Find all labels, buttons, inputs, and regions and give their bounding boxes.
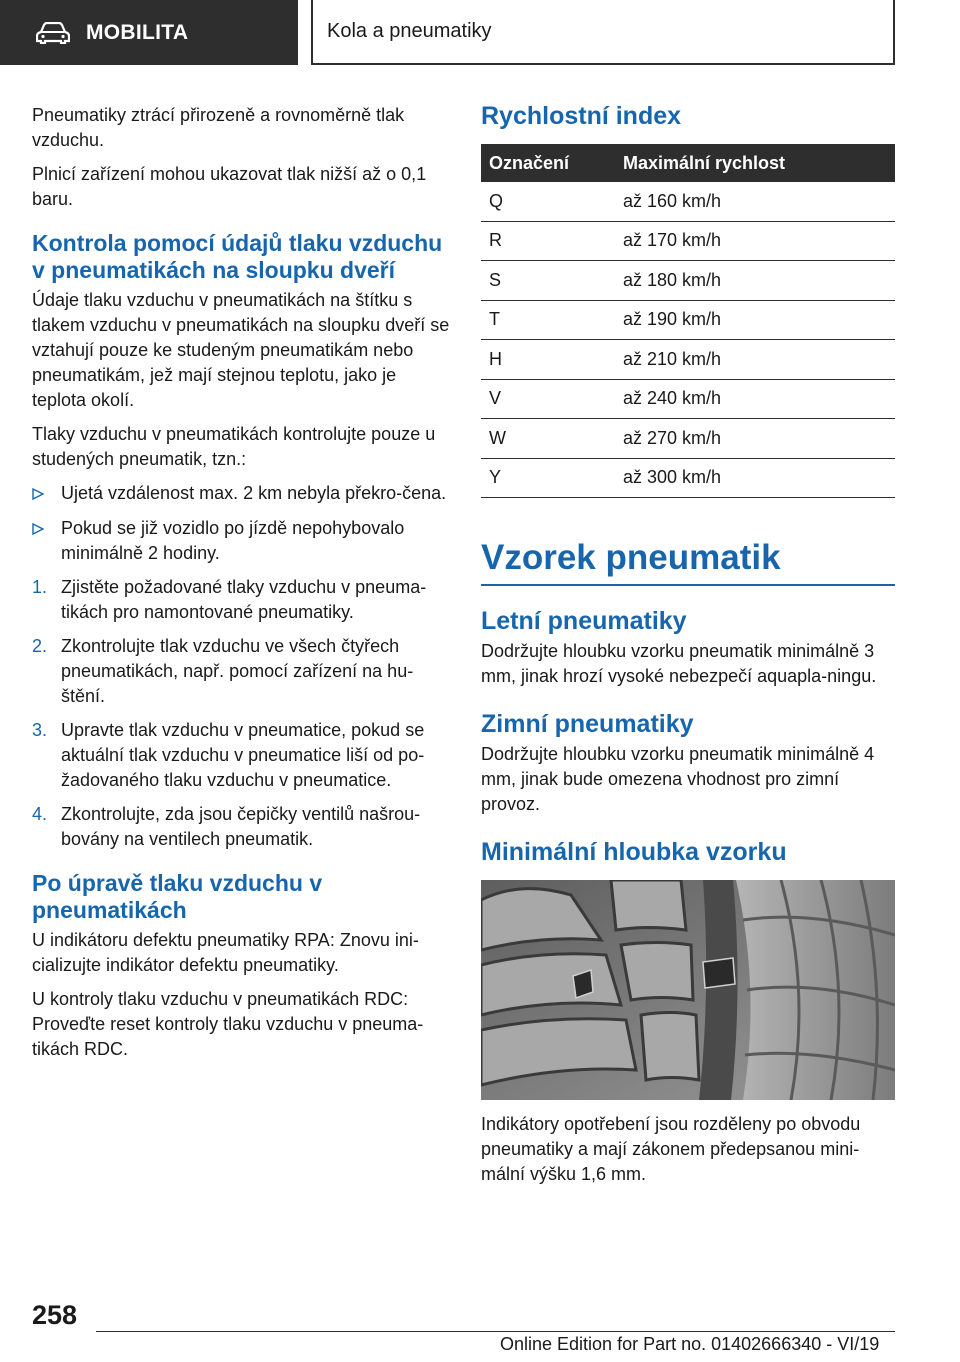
left-column <box>32 103 450 1071</box>
photo-caption: Indikátory opotřebení jsou rozděleny po obvodu pneumatiky a mají zákonem předepsanou mini‐mální výšku 1,6 mm. <box>481 1114 861 1184</box>
speed-index-table <box>481 144 895 498</box>
page-number: 258 <box>32 1300 78 1330</box>
list-item: 1. Zjistěte požadované tlaky vzduchu v pneuma‐tikách pro namontované pneumatiky. <box>32 577 427 622</box>
column-header: Maximální rychlost <box>623 152 786 173</box>
paragraph: Pneumatiky ztrácí přirozeně a rovnoměrně tlak vzduchu. <box>32 105 405 150</box>
bullet-list <box>32 481 450 566</box>
list-item: 2. Zkontrolujte tlak vzduchu ve všech čtyřech pneumatikách, např. pomocí zařízení na hu‐štění. <box>32 636 414 706</box>
paragraph: U indikátoru defektu pneumatiky RPA: Znovu ini‐cializujte indikátor defektu pneumatiky. <box>32 930 419 975</box>
triangle-bullet-icon <box>32 481 61 507</box>
list-item: 4. Zkontrolujte, zda jsou čepičky ventilů našrou‐bovány na ventilech pneumatik. <box>32 804 421 849</box>
list-item: 3. Upravte tlak vzduchu v pneumatice, pokud se aktuální tlak vzduchu v pneumatice liší od po‐žadovaného tlaku vzduchu v pneumatice. <box>32 720 425 790</box>
heading-min-depth: Minimální hloubka vzorku <box>481 838 787 866</box>
heading-tread: Vzorek pneumatik <box>481 538 895 586</box>
paragraph: Dodržujte hloubku vzorku pneumatik minimálně 3 mm, jinak hrozí vysoké nebezpečí aquapla‐ningu. <box>481 641 877 686</box>
paragraph: Tlaky vzduchu v pneumatikách kontrolujte pouze u studených pneumatik, tzn.: <box>32 424 436 469</box>
table-row: Q až 160 km/h <box>481 182 895 222</box>
heading-door-pillar: Kontrola pomocí údajů tlaku vzduchu v pneumatikách na sloupku dveří <box>32 230 443 283</box>
header-section-tab <box>0 0 298 65</box>
tire-tread-image <box>481 880 895 1100</box>
tread-wear-indicator-photo <box>481 880 895 1100</box>
paragraph: Plnicí zařízení mohou ukazovat tlak nižší až o 0,1 baru. <box>32 164 427 209</box>
column-header: Označení <box>489 152 570 173</box>
footer-divider <box>96 1331 895 1332</box>
table-row: Y až 300 km/h <box>481 459 895 499</box>
triangle-bullet-icon <box>32 516 61 566</box>
table-row: H až 210 km/h <box>481 340 895 380</box>
step-list <box>32 575 450 852</box>
heading-speed-index: Rychlostní index <box>481 102 682 130</box>
list-item: Pokud se již vozidlo po jízdě nepohybovalo minimálně 2 hodiny. <box>32 516 450 566</box>
paragraph: U kontroly tlaku vzduchu v pneumatikách RDC: Proveďte reset kontroly tlaku vzduchu v pneuma‐tikách RDC. <box>32 989 424 1059</box>
right-column <box>481 103 895 1196</box>
paragraph: Dodržujte hloubku vzorku pneumatik minimálně 4 mm, jinak bude omezena vhodnost pro zimní provoz. <box>481 744 875 814</box>
edition-info: Online Edition for Part no. 01402666340 - VI/19 <box>500 1334 880 1354</box>
section-title: MOBILITA <box>86 20 189 44</box>
heading-after-adjust: Po úpravě tlaku vzduchu v pneumatikách <box>32 870 323 923</box>
table-row: T až 190 km/h <box>481 301 895 341</box>
table-row: V až 240 km/h <box>481 380 895 420</box>
car-icon <box>36 22 70 44</box>
table-header <box>481 144 895 182</box>
chapter-title: Kola a pneumatiky <box>311 0 895 65</box>
heading-winter-tires: Zimní pneumatiky <box>481 710 694 738</box>
heading-summer-tires: Letní pneumatiky <box>481 607 687 635</box>
list-item: Ujetá vzdálenost max. 2 km nebyla překro‐čena. <box>32 481 450 507</box>
paragraph: Údaje tlaku vzduchu v pneumatikách na štítku s tlakem vzduchu v pneumatikách na sloupku dveří se vztahují pouze ke studeným pneumatikám nebo pneumatikám, jež mají stejnou teplotu, jako je teplota okolí. <box>32 290 450 410</box>
table-row: W až 270 km/h <box>481 419 895 459</box>
table-row: S až 180 km/h <box>481 261 895 301</box>
table-row: R až 170 km/h <box>481 222 895 262</box>
